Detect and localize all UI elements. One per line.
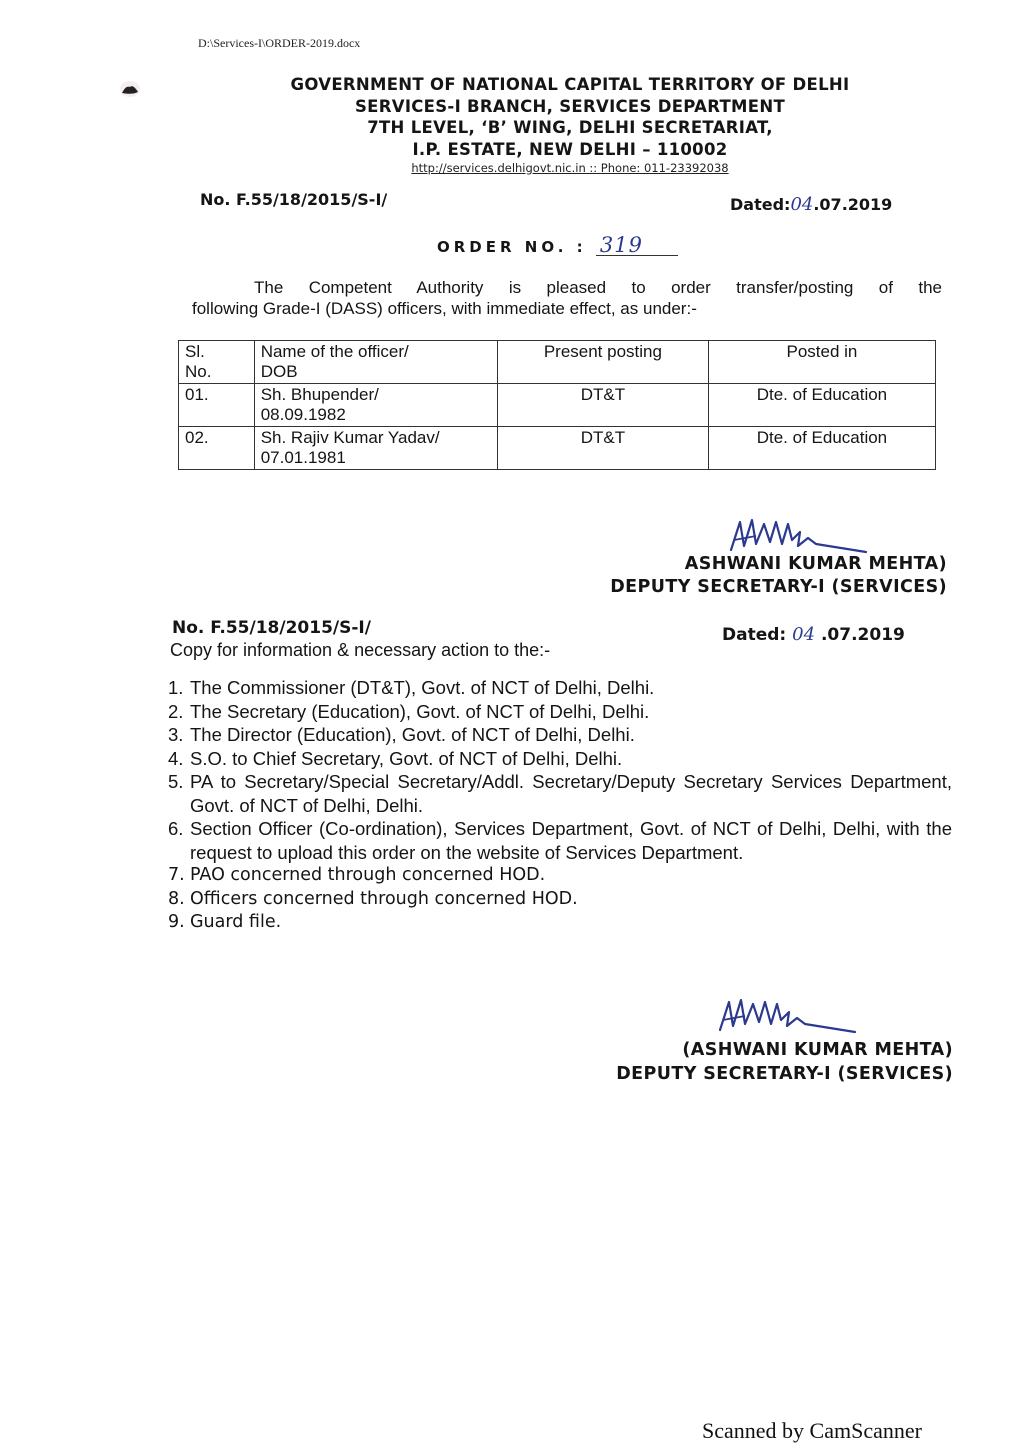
scanner-watermark: Scanned by CamScanner [702, 1418, 922, 1443]
header-branch: SERVICES-I BRANCH, SERVICES DEPARTMENT [354, 97, 786, 116]
table-row [179, 384, 936, 427]
body-paragraph [192, 277, 942, 319]
body-paragraph-line1: The Competent Authority is pleased to order transfer/posting of the [254, 278, 942, 297]
dated-rest: .07.2019 [815, 625, 905, 645]
table-row [179, 427, 936, 470]
header-address-line1: 7TH LEVEL, ‘B’ WING, DELHI SECRETARIAT, [367, 118, 773, 137]
cell-sl: 01. [179, 384, 255, 427]
signature-icon [726, 510, 876, 556]
dated-label: Dated: [730, 195, 791, 214]
dated-label: Dated: [722, 625, 787, 645]
file-path-label: D:\Services-I\ORDER-2019.docx [198, 36, 361, 50]
order-label: ORDER NO. : [437, 238, 587, 256]
signatory-designation: DEPUTY SECRETARY-I (SERVICES) [616, 1064, 953, 1084]
cell-sl: 02. [179, 427, 255, 470]
header-sl-no: Sl. No. [179, 341, 255, 384]
header-present-posting: Present posting [497, 341, 708, 384]
signatory-name: (ASHWANI KUMAR MEHTA) [682, 1040, 953, 1060]
list-item: 6. Section Officer (Co-ordination), Services Department, Govt. of NCT of Delhi, Delhi, with the request to upload this order on the website of Services Department. [168, 818, 952, 863]
list-item: 1. The Commissioner (DT&T), Govt. of NCT of Delhi, Delhi. [168, 677, 655, 698]
recipients-list [168, 676, 952, 935]
cell-name-dob: Sh. Bhupender/ 08.09.1982 [254, 384, 497, 427]
order-date [730, 194, 892, 215]
signatory-designation: DEPUTY SECRETARY-I (SERVICES) [610, 577, 947, 597]
list-item: 3. The Director (Education), Govt. of NCT of Delhi, Delhi. [168, 724, 635, 745]
cell-name-dob: Sh. Rajiv Kumar Yadav/ 07.01.1981 [254, 427, 497, 470]
copy-file-number: No. F.55/18/2015/S-I/ [172, 618, 371, 638]
list-item: 8. Officers concerned through concerned HOD. [168, 888, 578, 909]
table-header-row [179, 341, 936, 384]
header-contact-link[interactable]: http://services.delhigovt.nic.in :: Phone: 011-23392038 [411, 161, 729, 175]
list-item: 7. PAO concerned through concerned HOD. [168, 865, 546, 885]
header-address-line2: I.P. ESTATE, NEW DELHI – 110002 [412, 140, 728, 159]
order-number [437, 235, 678, 256]
copy-intro: Copy for information & necessary action to the:- [170, 640, 551, 660]
signature-icon [715, 990, 865, 1036]
header-officer-name: Name of the officer/ DOB [254, 341, 497, 384]
header-posted-in: Posted in [708, 341, 935, 384]
list-item: 9. Guard file. [168, 912, 282, 932]
list-item: 5. PA to Secretary/Special Secretary/Addl. Secretary/Deputy Secretary Services Department, Govt. of NCT of Delhi, Delhi. [168, 771, 952, 816]
handwritten-order-number: 319 [596, 235, 678, 256]
signatory-name: ASHWANI KUMAR MEHTA) [684, 554, 947, 574]
copy-date [722, 624, 905, 645]
dated-rest: .07.2019 [813, 195, 893, 214]
body-paragraph-line2: following Grade-I (DASS) officers, with immediate effect, as under:- [192, 299, 697, 318]
list-item: 2. The Secretary (Education), Govt. of NCT of Delhi, Delhi. [168, 700, 650, 722]
government-emblem-icon [118, 80, 142, 98]
handwritten-day: 04 [790, 194, 814, 215]
cell-posted-in: Dte. of Education [708, 427, 935, 470]
cell-present-posting: DT&T [497, 427, 708, 470]
cell-posted-in: Dte. of Education [708, 384, 935, 427]
header-government-name: GOVERNMENT OF NATIONAL CAPITAL TERRITORY OF DELHI [290, 75, 850, 94]
cell-present-posting: DT&T [497, 384, 708, 427]
list-item: 4. S.O. to Chief Secretary, Govt. of NCT of Delhi, Delhi. [168, 747, 623, 769]
officers-table [178, 340, 936, 470]
file-number: No. F.55/18/2015/S-I/ [200, 190, 388, 209]
handwritten-day: 04 [792, 624, 816, 645]
